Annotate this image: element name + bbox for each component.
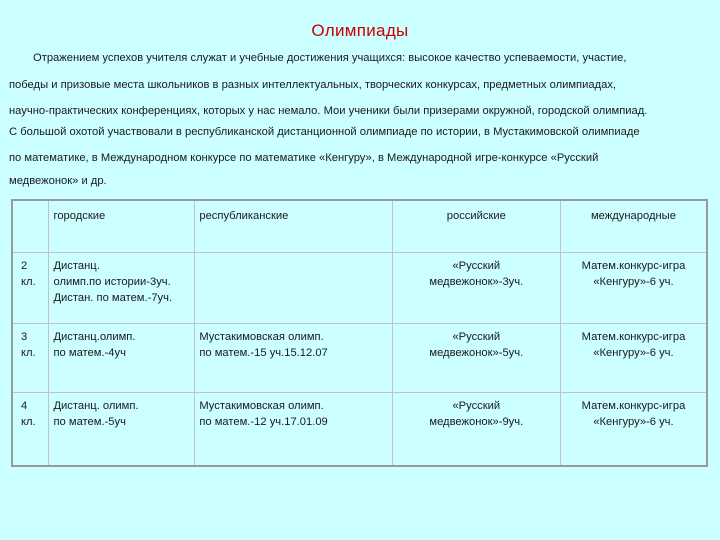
cell-line: медвежонок»-9уч. bbox=[429, 416, 524, 428]
paragraph-line: по математике, в Международном конкурсе по математике «Кенгуру», в Международной игре-конкурсе «Русский bbox=[9, 152, 599, 164]
header-city: городские bbox=[49, 200, 195, 253]
international-cell bbox=[560, 324, 707, 393]
cell-line: «Русский bbox=[452, 331, 501, 343]
grade-cell: 3 кл. bbox=[12, 324, 49, 393]
russia-cell bbox=[392, 324, 560, 393]
russia-cell bbox=[392, 393, 560, 467]
cell-line: Мустакимовская олимп. bbox=[199, 400, 324, 412]
header-republic: республиканские bbox=[195, 200, 392, 253]
city-cell bbox=[49, 253, 195, 324]
grade-cell: 2 кл. bbox=[12, 253, 49, 324]
cell-line: Мустакимовская олимп. bbox=[199, 331, 324, 343]
cell-line: по матем.-4уч bbox=[53, 347, 126, 359]
cell-line: «Кенгуру»-6 уч. bbox=[593, 347, 674, 359]
city-cell bbox=[49, 393, 195, 467]
cell-line: Матем.конкурс-игра bbox=[581, 400, 686, 412]
cell-line: Дистанц. bbox=[53, 260, 100, 272]
cell-line: медвежонок»-3уч. bbox=[429, 276, 524, 288]
russia-cell bbox=[392, 253, 560, 324]
cell-line: «Русский bbox=[452, 400, 501, 412]
olympiad-table bbox=[11, 199, 708, 467]
paragraph-line: С большой охотой участвовали в республиканской дистанционной олимпиаде по истории, в Мустакимовской олимпиаде bbox=[9, 126, 640, 138]
table-row bbox=[12, 393, 707, 467]
cell-line: «Кенгуру»-6 уч. bbox=[593, 276, 674, 288]
cell-line: «Русский bbox=[452, 260, 501, 272]
cell-line: Матем.конкурс-игра bbox=[581, 331, 686, 343]
header-international: международные bbox=[560, 200, 707, 253]
cell-line: Дистанц. олимп. bbox=[53, 400, 139, 412]
paragraph-line: Отражением успехов учителя служат и учебные достижения учащихся: высокое качество успеваемости, участие, bbox=[33, 52, 627, 64]
cell-line: по матем.-5уч bbox=[53, 416, 126, 428]
republic-cell bbox=[195, 393, 392, 467]
table-row bbox=[12, 324, 707, 393]
grade-cell: 4 кл. bbox=[12, 393, 49, 467]
cell-line: Дистан. по матем.-7уч. bbox=[53, 292, 173, 304]
cell-line: олимп.по истории-3уч. bbox=[53, 276, 171, 288]
cell-line: «Кенгуру»-6 уч. bbox=[593, 416, 674, 428]
paragraph-line: научно-практических конференциях, которых у нас немало. Мои ученики были призерами окружной, городской олимпиад. bbox=[9, 105, 648, 117]
paragraph-line: медвежонок» и др. bbox=[9, 175, 107, 187]
international-cell bbox=[560, 253, 707, 324]
republic-cell bbox=[195, 253, 392, 324]
page-title: Олимпиады bbox=[311, 21, 409, 40]
header-cell-empty bbox=[12, 200, 49, 253]
cell-line: по матем.-12 уч.17.01.09 bbox=[199, 416, 328, 428]
table-row bbox=[12, 253, 707, 324]
table-header-row bbox=[12, 200, 707, 253]
cell-line: Матем.конкурс-игра bbox=[581, 260, 686, 272]
paragraph-line: победы и призовые места школьников в разных интеллектуальных, творческих конкурсах, предметных олимпиадах, bbox=[9, 79, 617, 91]
header-russia: российские bbox=[392, 200, 560, 253]
republic-cell bbox=[195, 324, 392, 393]
cell-line: по матем.-15 уч.15.12.07 bbox=[199, 347, 328, 359]
international-cell bbox=[560, 393, 707, 467]
city-cell bbox=[49, 324, 195, 393]
cell-line: медвежонок»-5уч. bbox=[429, 347, 524, 359]
cell-line: Дистанц.олимп. bbox=[53, 331, 136, 343]
